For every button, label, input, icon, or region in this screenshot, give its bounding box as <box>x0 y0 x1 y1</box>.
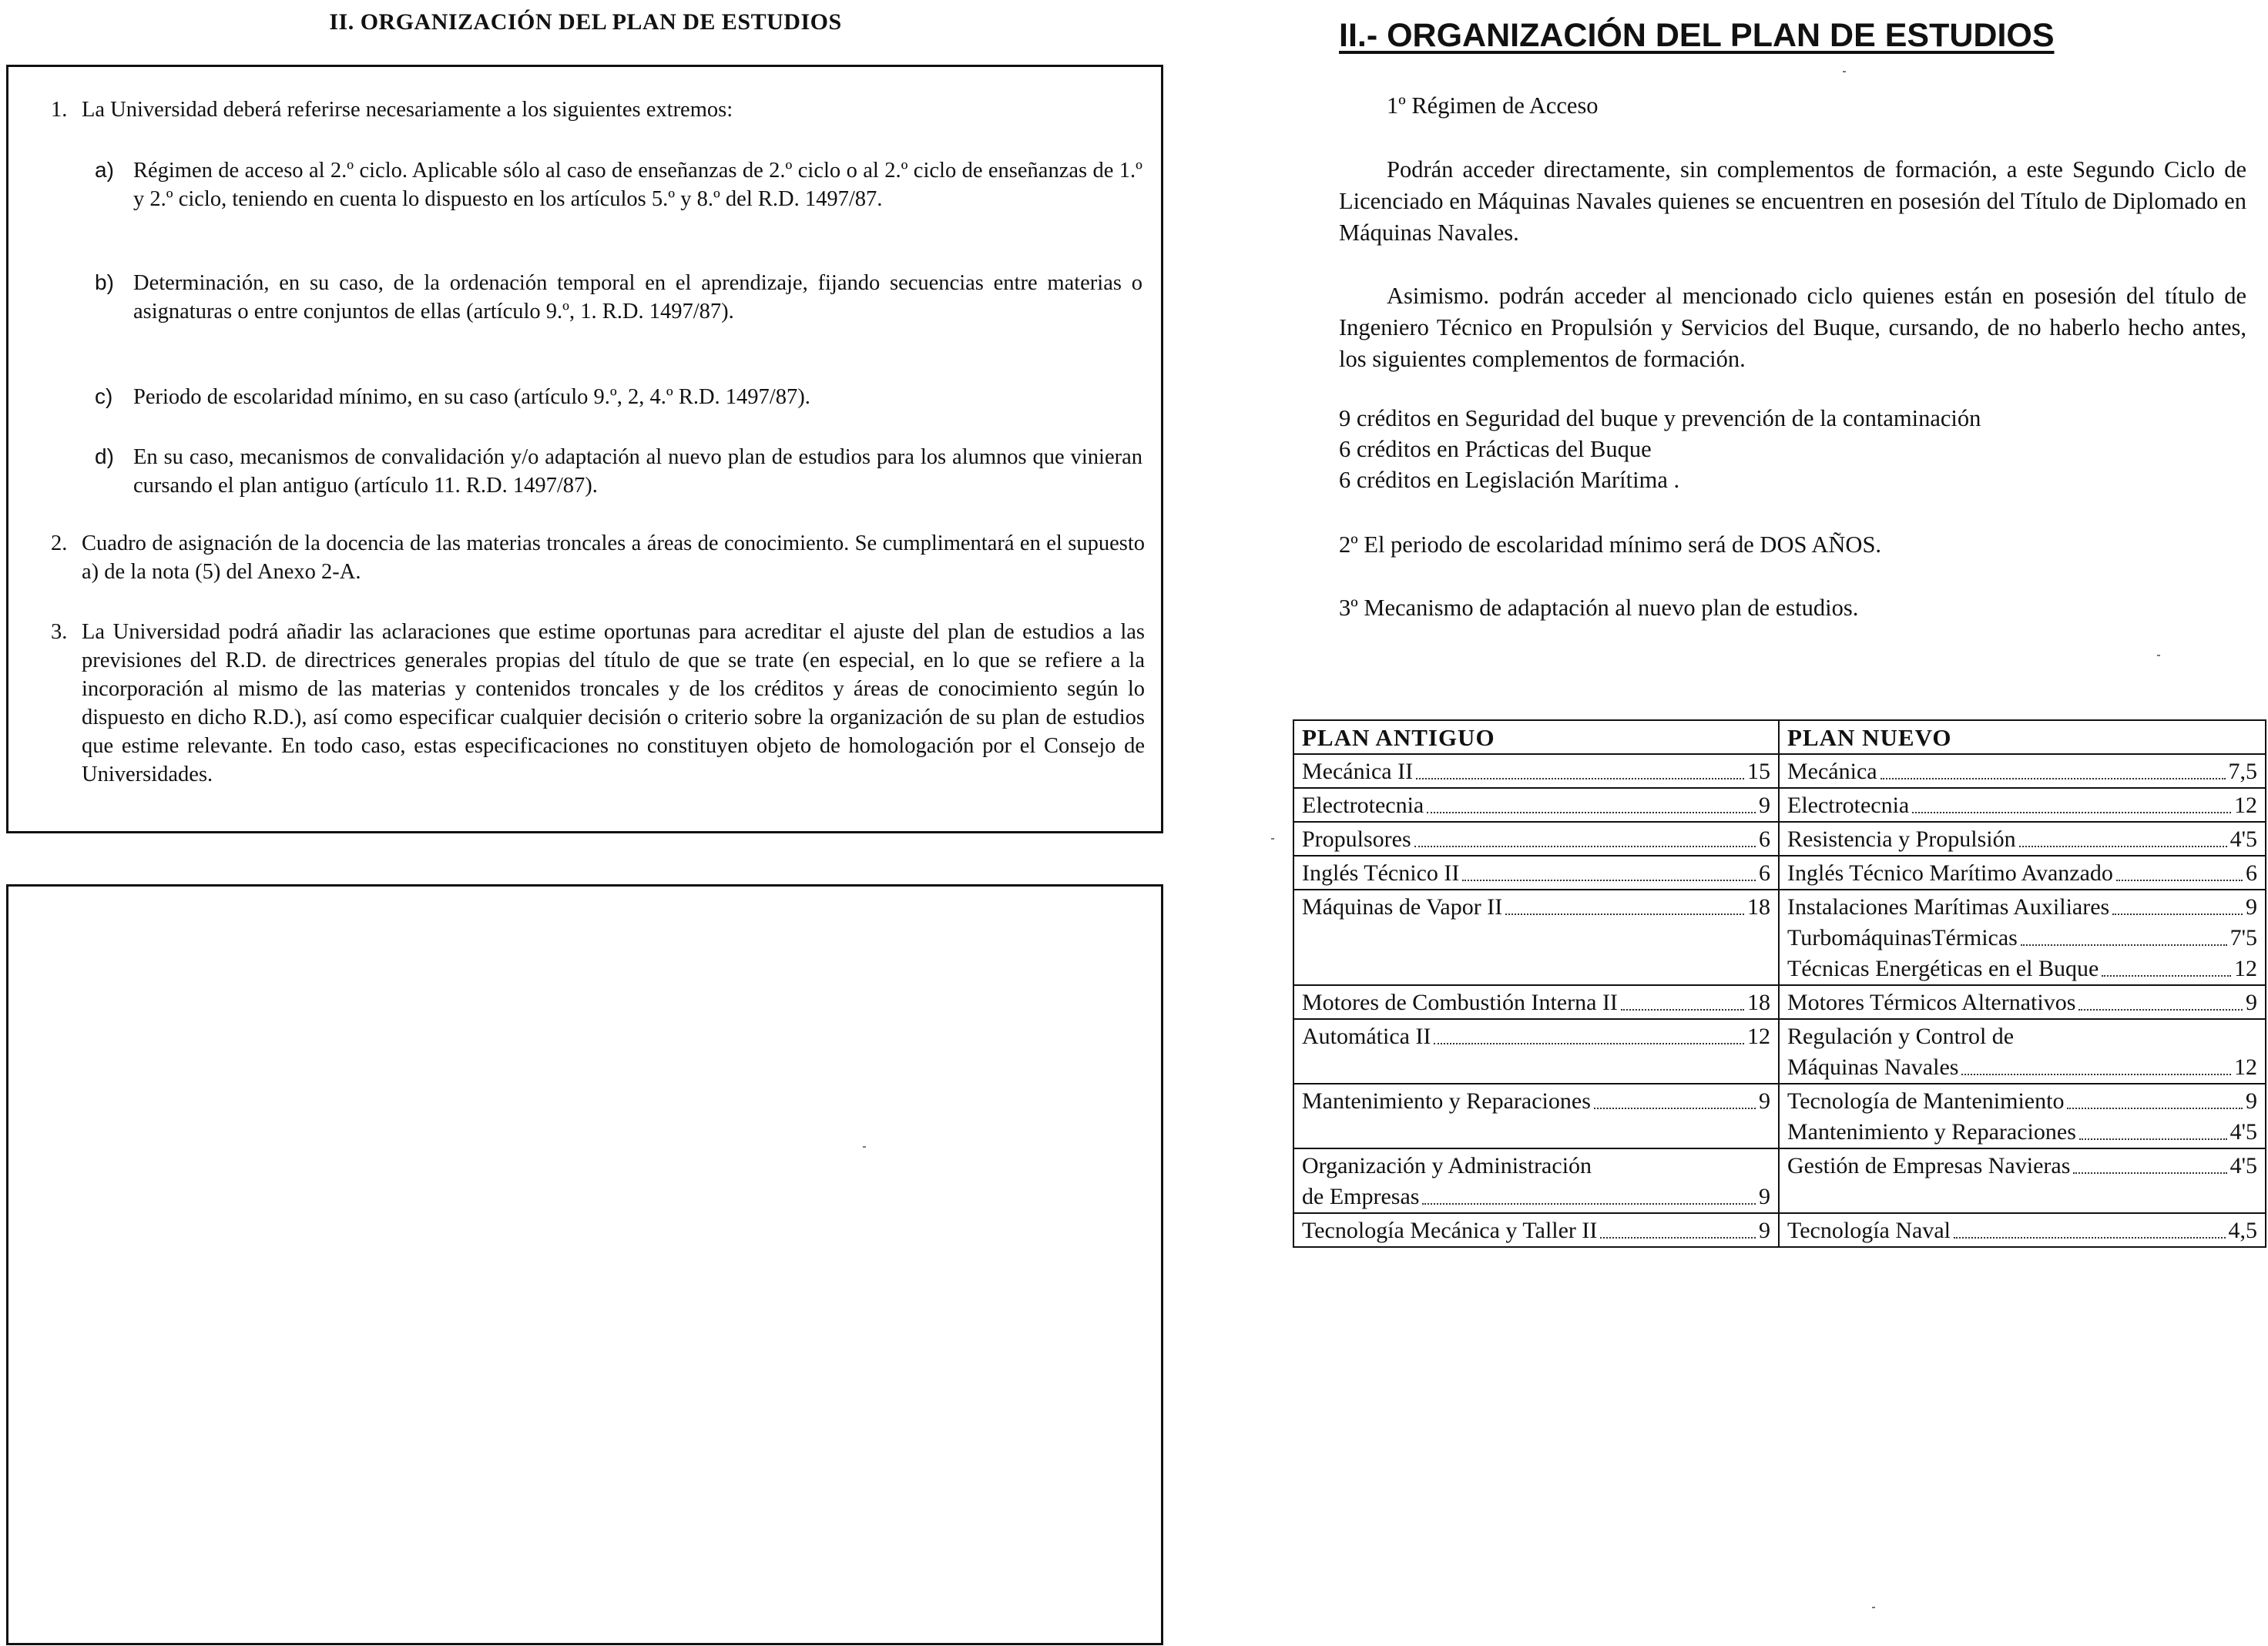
subject-entry <box>1787 954 2257 984</box>
credit-value: 9 <box>1759 1088 1770 1114</box>
table-row <box>1293 856 2266 890</box>
new-plan-cell <box>1779 890 2266 985</box>
dot-leader <box>1422 1182 1756 1205</box>
subitem-a-text: Régimen de acceso al 2.º ciclo. Aplicable sólo al caso de enseñanzas de 2.º ciclo o al 2.º ciclo de enseñanzas de 1.º y 2.º ciclo, teniendo en cuenta lo dispuesto en los artículos 5.º y 8.º del R.D. 1497/87. <box>133 159 1142 211</box>
dot-leader <box>1434 1021 1744 1044</box>
item-1-number: 1. <box>51 98 68 122</box>
credit-value: 9 <box>1759 1218 1770 1243</box>
subject-name: Inglés Técnico Marítimo Avanzado <box>1787 860 2113 886</box>
scan-speck <box>1843 71 1846 72</box>
header-old-plan: PLAN ANTIGUO <box>1293 720 1779 754</box>
dot-leader <box>1594 1086 1756 1109</box>
subject-name: Máquinas de Vapor II <box>1302 894 1503 920</box>
credit-value: 12 <box>2234 956 2257 981</box>
subject-entry <box>1787 892 2257 923</box>
subitem-b-text: Determinación, en su caso, de la ordenación temporal en el aprendizaje, fijando secuencias entre materias o asignaturas o entre conjuntos de ellas (artículo 9.º, 1. R.D. 1497/87). <box>133 271 1142 324</box>
credit-value: 12 <box>2234 1054 2257 1080</box>
subitem-d-text: En su caso, mecanismos de convalidación y/o adaptación al nuevo plan de estudios para los alumnos que vinieran cursando el plan antiguo (artículo 11. R.D. 1497/87). <box>133 445 1142 498</box>
item-3-number: 3. <box>51 620 68 644</box>
credit-value: 18 <box>1747 894 1770 920</box>
credit-value: 6 <box>1759 860 1770 886</box>
dot-leader <box>1621 987 1744 1011</box>
subject-entry <box>1787 790 2257 821</box>
old-plan-cell <box>1293 856 1779 890</box>
subject-name: Gestión de Empresas Navieras <box>1787 1153 2071 1178</box>
new-plan-cell <box>1779 788 2266 822</box>
dot-leader <box>2021 923 2227 946</box>
scan-speck <box>1872 1607 1875 1608</box>
new-plan-cell <box>1779 822 2266 856</box>
credit-value: 4'5 <box>2229 1153 2257 1178</box>
subject-name: Regulación y Control de <box>1787 1024 2015 1049</box>
item-2 <box>51 529 1145 586</box>
old-plan-cell <box>1293 822 1779 856</box>
subject-name: Instalaciones Marítimas Auxiliares <box>1787 894 2110 920</box>
old-plan-cell <box>1293 754 1779 788</box>
subject-name: de Empresas <box>1302 1184 1420 1209</box>
subject-name: Técnicas Energéticas en el Buque <box>1787 956 2099 981</box>
subject-name: Inglés Técnico II <box>1302 860 1460 886</box>
subject-entry <box>1302 1215 1770 1246</box>
dot-leader <box>1600 1215 1756 1239</box>
credit-value: 9 <box>2246 1088 2257 1114</box>
subject-entry <box>1302 824 1770 855</box>
empty-frame <box>6 884 1163 1645</box>
new-plan-cell <box>1779 856 2266 890</box>
subject-name: TurbomáquinasTérmicas <box>1787 925 2018 950</box>
section2-text: 2º El periodo de escolaridad mínimo será de DOS AÑOS. <box>1339 531 1882 558</box>
table-row <box>1293 985 2266 1019</box>
dot-leader <box>1427 790 1756 813</box>
credit-value: 9 <box>2246 990 2257 1015</box>
subject-name: Organización y Administración <box>1302 1153 1592 1178</box>
subject-name: Propulsores <box>1302 826 1411 852</box>
new-plan-cell <box>1779 1084 2266 1148</box>
header-new-plan: PLAN NUEVO <box>1779 720 2266 754</box>
table-header-row <box>1293 720 2266 754</box>
credit-value: 4'5 <box>2229 1119 2257 1145</box>
credit-value: 7'5 <box>2229 925 2257 950</box>
subject-entry <box>1787 1117 2257 1148</box>
subitem-b-letter: b) <box>95 270 114 294</box>
subject-entry <box>1302 756 1770 787</box>
new-plan-cell <box>1779 754 2266 788</box>
subject-entry <box>1787 1052 2257 1083</box>
subject-entry <box>1787 923 2257 954</box>
subject-entry <box>1302 1182 1770 1212</box>
subject-entry <box>1787 1151 2257 1182</box>
old-plan-cell <box>1293 890 1779 985</box>
item-3 <box>51 618 1145 789</box>
new-plan-cell <box>1779 1019 2266 1084</box>
subject-name: Máquinas Navales <box>1787 1054 1959 1080</box>
table-row <box>1293 822 2266 856</box>
old-plan-cell <box>1293 1019 1779 1084</box>
old-plan-cell <box>1293 985 1779 1019</box>
old-plan-cell <box>1293 1148 1779 1213</box>
subject-name: Tecnología Mecánica y Taller II <box>1302 1218 1598 1243</box>
subject-entry <box>1302 1151 1770 1182</box>
subject-entry <box>1302 790 1770 821</box>
dot-leader <box>1954 1215 2226 1239</box>
section3-text: 3º Mecanismo de adaptación al nuevo plan de estudios. <box>1339 595 1859 621</box>
credit-value: 4'5 <box>2229 826 2257 852</box>
dot-leader <box>2079 1117 2227 1140</box>
access-paragraph-1: Podrán acceder directamente, sin complementos de formación, a este Segundo Ciclo de Licenciado en Máquinas Navales quienes se encuentren en posesión del Título de Diplomado en Máquinas Navales. <box>1339 156 2246 246</box>
subject-entry <box>1787 756 2257 787</box>
subject-name: Automática II <box>1302 1024 1431 1049</box>
old-plan-cell <box>1293 1084 1779 1148</box>
dot-leader <box>1416 756 1744 779</box>
subject-name: Motores Térmicos Alternativos <box>1787 990 2076 1015</box>
subitem-c-letter: c) <box>95 384 113 408</box>
subitem-a-letter: a) <box>95 158 114 182</box>
scan-speck <box>863 1146 866 1148</box>
adaptation-table <box>1293 719 2266 1248</box>
credit-line-2: 6 créditos en Prácticas del Buque <box>1339 436 1652 462</box>
credit-line-1: 9 créditos en Seguridad del buque y prevención de la contaminación <box>1339 405 1981 431</box>
credit-value: 12 <box>2234 793 2257 818</box>
item-2-number: 2. <box>51 531 68 555</box>
subject-entry <box>1787 1215 2257 1246</box>
section1-heading: 1º Régimen de Acceso <box>1387 92 1599 119</box>
credit-value: 15 <box>1747 759 1770 784</box>
subject-entry <box>1302 1021 1770 1052</box>
dot-leader <box>2073 1151 2226 1174</box>
subject-name: Electrotecnia <box>1787 793 1910 818</box>
old-plan-cell <box>1293 788 1779 822</box>
credit-value: 18 <box>1747 990 1770 1015</box>
dot-leader <box>2067 1086 2243 1109</box>
subject-entry <box>1302 892 1770 923</box>
table-row <box>1293 788 2266 822</box>
subject-entry <box>1787 858 2257 889</box>
credit-value: 9 <box>1759 793 1770 818</box>
subject-name: Electrotecnia <box>1302 793 1424 818</box>
dot-leader <box>2102 954 2231 977</box>
subject-entry <box>1787 987 2257 1018</box>
table-row <box>1293 1019 2266 1084</box>
left-page-title: II. ORGANIZACIÓN DEL PLAN DE ESTUDIOS <box>329 9 842 35</box>
subject-name: Tecnología Naval <box>1787 1218 1951 1243</box>
dot-leader <box>2112 892 2243 915</box>
table-row <box>1293 754 2266 788</box>
subject-name: Mantenimiento y Reparaciones <box>1787 1119 2076 1145</box>
dot-leader <box>2078 987 2243 1011</box>
new-plan-cell <box>1779 1148 2266 1213</box>
subject-name: Mecánica <box>1787 759 1877 784</box>
subject-name: Mantenimiento y Reparaciones <box>1302 1088 1591 1114</box>
subject-entry <box>1787 1021 2257 1052</box>
credit-value: 12 <box>1747 1024 1770 1049</box>
subject-name: Tecnología de Mantenimiento <box>1787 1088 2065 1114</box>
subitem-d-letter: d) <box>95 444 114 468</box>
subject-name: Resistencia y Propulsión <box>1787 826 2016 852</box>
dot-leader <box>1880 756 2226 779</box>
new-plan-cell <box>1779 985 2266 1019</box>
credit-value: 7,5 <box>2228 759 2257 784</box>
table-row <box>1293 1084 2266 1148</box>
table-body <box>1293 754 2266 1247</box>
dot-leader <box>1961 1052 2231 1075</box>
subject-entry <box>1302 1086 1770 1117</box>
right-page-title: II.- ORGANIZACIÓN DEL PLAN DE ESTUDIOS <box>1339 17 2055 54</box>
table-row <box>1293 1148 2266 1213</box>
subject-name: Motores de Combustión Interna II <box>1302 990 1618 1015</box>
new-plan-cell <box>1779 1213 2266 1247</box>
dot-leader <box>1462 858 1756 881</box>
credit-value: 9 <box>1759 1184 1770 1209</box>
dot-leader <box>1912 790 2231 813</box>
table-row <box>1293 890 2266 985</box>
subject-entry <box>1302 987 1770 1018</box>
left-instructions-box <box>6 65 1163 833</box>
table-row <box>1293 1213 2266 1247</box>
dot-leader <box>2116 858 2243 881</box>
credit-value: 6 <box>1759 826 1770 852</box>
dot-leader <box>1505 892 1744 915</box>
subject-name: Mecánica II <box>1302 759 1414 784</box>
old-plan-cell <box>1293 1213 1779 1247</box>
credit-value: 4,5 <box>2228 1218 2257 1243</box>
item-1-text: La Universidad deberá referirse necesariamente a los siguientes extremos: <box>82 98 733 122</box>
credit-value: 6 <box>2246 860 2257 886</box>
subject-entry <box>1787 1086 2257 1117</box>
item-2-text: Cuadro de asignación de la docencia de las materias troncales a áreas de conocimiento. Se cumplimentará en el supuesto a) de la nota (5) del Anexo 2-A. <box>82 531 1145 584</box>
scan-speck <box>2157 655 2160 656</box>
subject-entry <box>1787 824 2257 855</box>
subject-entry <box>1302 858 1770 889</box>
credit-value: 9 <box>2246 894 2257 920</box>
access-paragraph-2: Asimismo. podrán acceder al mencionado ciclo quienes están en posesión del título de Ingeniero Técnico en Propulsión y Servicios del Buque, cursando, de no haberlo hecho antes, los siguientes complementos de formación. <box>1339 283 2246 372</box>
dot-leader <box>2019 824 2227 847</box>
scan-speck <box>1271 838 1274 840</box>
credit-line-3: 6 créditos en Legislación Marítima . <box>1339 467 1680 493</box>
item-3-text: La Universidad podrá añadir las aclaraciones que estime oportunas para acreditar el ajuste del plan de estudios a las previsiones del R.D. de directrices generales propias del título de que se trate (en especial, en lo que se refiere a la incorporación al mismo de las materias y contenidos troncales y de los créditos y áreas de conocimiento según lo dispuesto en dicho R.D.), así como especificar cualquier decisión o criterio sobre la organización de su plan de estudios que estime relevante. En todo caso, estas especificaciones no constituyen objeto de homologación por el Consejo de Universidades. <box>82 620 1145 786</box>
subitem-c-text: Periodo de escolaridad mínimo, en su caso (artículo 9.º, 2, 4.º R.D. 1497/87). <box>133 385 810 409</box>
dot-leader <box>1414 824 1756 847</box>
